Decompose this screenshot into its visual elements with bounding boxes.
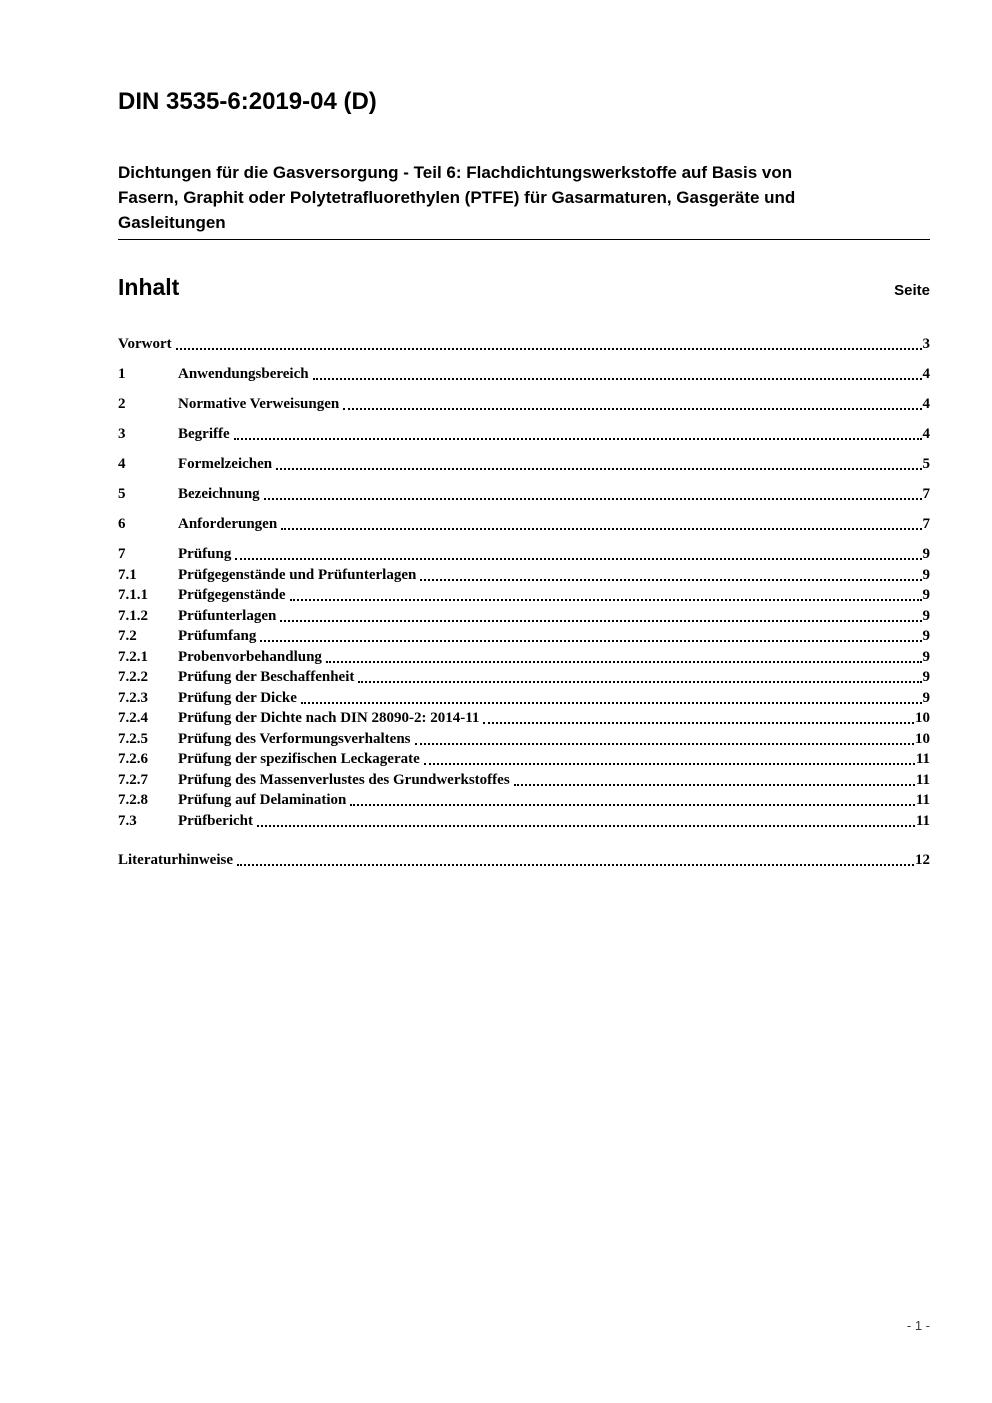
toc-entry-page: 9	[922, 648, 930, 665]
toc-row	[118, 426, 930, 443]
toc-entry-label: Prüfumfang	[178, 628, 257, 644]
toc-entry-number: 7.2.1	[118, 648, 148, 665]
toc-entry-page: 4	[922, 426, 930, 442]
toc-leader-dots	[326, 661, 922, 663]
toc-entry-number: 7.2.3	[118, 689, 148, 706]
toc-entry-page: 9	[922, 607, 930, 624]
toc-entry-label: Prüfgegenstände und Prüfunterlagen	[178, 566, 417, 583]
toc-entry-label: Prüfung der Dicke	[178, 689, 297, 706]
toc-leader-dots	[281, 528, 921, 530]
toc-row	[118, 587, 930, 604]
doc-subtitle-line-2: Fasern, Graphit oder Polytetrafluorethylen (PTFE) für Gasarmaturen, Gasgeräte und	[118, 188, 796, 207]
toc-leader-dots	[276, 468, 921, 470]
toc-entry-page: 11	[915, 751, 930, 767]
toc-leader-dots	[420, 579, 921, 581]
toc-leader-dots	[257, 825, 915, 827]
toc-entry-label: Prüfung auf Delamination	[178, 792, 347, 808]
toc-leader-dots	[301, 702, 922, 704]
toc-leader-dots	[260, 640, 921, 642]
toc-entry-label: Bezeichnung	[178, 486, 260, 502]
toc-entry-page: 4	[922, 396, 930, 412]
toc-entry-label: Normative Verweisungen	[178, 396, 340, 412]
toc-entry-number: 7.1	[118, 566, 137, 583]
toc-entry-label: Prüfbericht	[178, 812, 253, 829]
toc-entry-number: 7.2.2	[118, 669, 148, 685]
toc-heading-row	[118, 274, 930, 300]
toc-leader-dots	[237, 864, 914, 866]
toc-list	[118, 336, 930, 869]
toc-entry-label: Literaturhinweise	[118, 851, 233, 868]
toc-entry-label: Anforderungen	[178, 516, 278, 532]
toc-entry-page: 9	[922, 689, 930, 706]
toc-leader-dots	[358, 681, 921, 683]
toc-entry-label: Anwendungsbereich	[178, 366, 309, 382]
toc-entry-number: 7.1.2	[118, 607, 148, 624]
toc-entry-label: Prüfung des Verformungsverhaltens	[178, 730, 411, 747]
toc-entry-number: 7.1.1	[118, 587, 148, 603]
toc-entry-number: 7.2.4	[118, 710, 148, 726]
toc-entry-number: 7.3	[118, 812, 137, 829]
toc-leader-dots	[514, 784, 915, 786]
toc-entry-number: 6	[118, 516, 126, 532]
toc-leader-dots	[176, 348, 922, 350]
toc-row	[118, 852, 930, 869]
toc-row	[118, 751, 930, 768]
toc-row	[118, 710, 930, 727]
toc-row	[118, 516, 930, 533]
toc-row	[118, 486, 930, 503]
toc-entry-number: 5	[118, 486, 126, 502]
toc-entry-page: 9	[922, 566, 930, 583]
toc-entry-number: 7.2.5	[118, 730, 148, 747]
toc-leader-dots	[313, 378, 922, 380]
toc-entry-page: 10	[915, 710, 930, 726]
toc-row	[118, 546, 930, 563]
page-title: DIN 3535-6:2019-04 (D)	[118, 88, 377, 115]
toc-row	[118, 628, 930, 645]
toc-entry-number: 2	[118, 396, 126, 412]
toc-entry-label: Begriffe	[178, 426, 230, 442]
toc-row	[118, 336, 930, 353]
toc-entry-page: 3	[922, 336, 930, 352]
toc-entry-label: Formelzeichen	[178, 456, 273, 472]
toc-leader-dots	[424, 763, 915, 765]
toc-entry-page: 9	[922, 546, 930, 562]
toc-leader-dots	[343, 408, 921, 410]
toc-row	[118, 567, 930, 584]
toc-row	[118, 608, 930, 625]
toc-entry-number: 3	[118, 426, 126, 442]
toc-row	[118, 772, 930, 789]
toc-heading: Inhalt	[118, 274, 180, 300]
toc-entry-page: 12	[915, 851, 930, 868]
toc-page-column-label: Seite	[894, 282, 930, 299]
toc-entry-number: 7.2.8	[118, 792, 148, 808]
toc-row	[118, 792, 930, 809]
toc-row	[118, 813, 930, 830]
toc-leader-dots	[483, 722, 914, 724]
toc-leader-dots	[264, 498, 922, 500]
toc-entry-page: 10	[915, 730, 930, 747]
toc-entry-page: 11	[915, 771, 930, 788]
toc-entry-number: 7.2	[118, 628, 137, 644]
doc-subtitle-line-3: Gasleitungen	[118, 213, 226, 232]
toc-entry-label: Prüfung der Dichte nach DIN 28090-2: 2014-11	[178, 710, 480, 726]
toc-leader-dots	[280, 620, 921, 622]
toc-leader-dots	[234, 438, 922, 440]
toc-leader-dots	[415, 743, 914, 745]
toc-entry-label: Vorwort	[118, 336, 172, 352]
doc-subtitle-line-1: Dichtungen für die Gasversorgung - Teil 6: Flachdichtungswerkstoffe auf Basis von	[118, 163, 793, 182]
toc-entry-page: 9	[922, 628, 930, 644]
toc-entry-label: Probenvorbehandlung	[178, 648, 322, 665]
toc-row	[118, 456, 930, 473]
toc-row	[118, 396, 930, 413]
toc-entry-page: 9	[922, 669, 930, 685]
toc-entry-page: 4	[922, 366, 930, 382]
toc-leader-dots	[235, 558, 921, 560]
toc-entry-page: 11	[915, 792, 930, 808]
toc-entry-number: 7	[118, 546, 126, 562]
toc-entry-number: 7.2.7	[118, 771, 148, 788]
toc-row	[118, 669, 930, 686]
toc-row	[118, 690, 930, 707]
toc-entry-number: 1	[118, 366, 126, 382]
toc-entry-page: 7	[922, 516, 930, 532]
toc-leader-dots	[290, 599, 922, 601]
toc-entry-label: Prüfunterlagen	[178, 607, 277, 624]
toc-entry-label: Prüfung der Beschaffenheit	[178, 669, 355, 685]
toc-row	[118, 731, 930, 748]
toc-entry-label: Prüfung des Massenverlustes des Grundwerkstoffes	[178, 771, 510, 788]
toc-row	[118, 649, 930, 666]
toc-entry-page: 7	[922, 486, 930, 502]
toc-entry-page: 5	[922, 456, 930, 472]
toc-entry-label: Prüfgegenstände	[178, 587, 286, 603]
toc-entry-label: Prüfung	[178, 546, 232, 562]
toc-row	[118, 366, 930, 383]
toc-entry-page: 9	[922, 587, 930, 603]
toc-entry-label: Prüfung der spezifischen Leckagerate	[178, 751, 420, 767]
toc-entry-number: 7.2.6	[118, 751, 148, 767]
page-number-footer: - 1 -	[906, 1318, 930, 1333]
toc-entry-number: 4	[118, 456, 126, 472]
document-content	[118, 0, 930, 869]
toc-leader-dots	[350, 804, 914, 806]
toc-entry-page: 11	[915, 812, 930, 829]
doc-subtitle	[118, 160, 930, 240]
